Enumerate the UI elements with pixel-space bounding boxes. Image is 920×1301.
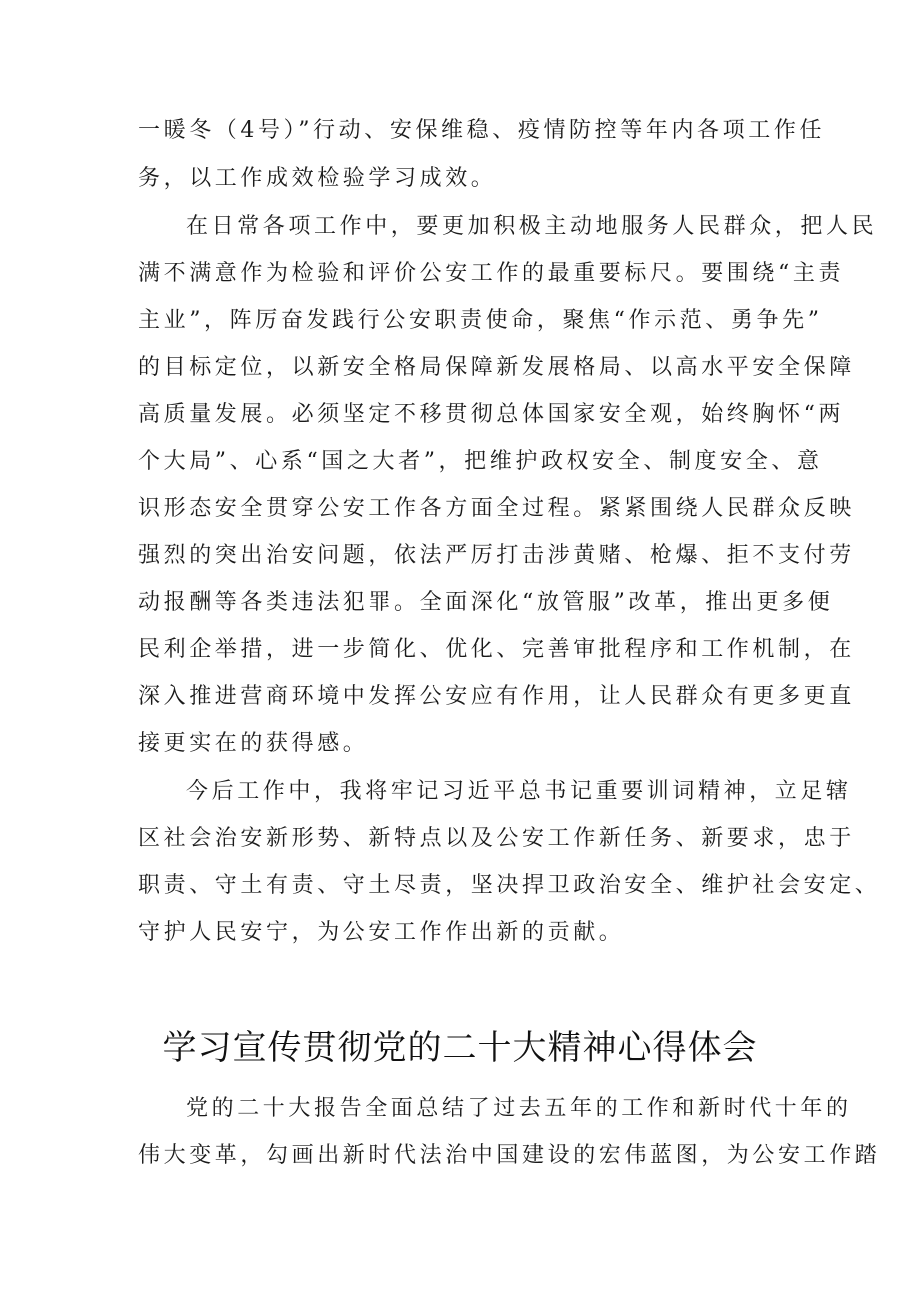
paragraph-3-line-1: 今后工作中，我将牢记习近平总书记重要训词精神，立足辖 [186,779,852,804]
paragraph-2-line-11: 深入推进营商环境中发挥公安应有作用，让人民群众有更多更直 [138,684,855,709]
paragraph-3-line-2: 区社会治安新形势、新特点以及公安工作新任务、新要求，忠于 [138,826,855,851]
paragraph-3-line-4: 守护人民安宁，为公安工作作出新的贡献。 [138,920,625,945]
paragraph-1-line-2: 务，以工作成效检验学习成效。 [138,166,497,191]
paragraph-1-line-1: 一暖冬（4号）”行动、安保维稳、疫情防控等年内各项工作任 [138,118,826,143]
paragraph-2-line-5: 高质量发展。必须坚定不移贯彻总体国家安全观，始终胸怀“两 [138,402,845,427]
paragraph-2-line-7: 识形态安全贯穿公安工作各方面全过程。紧紧围绕人民群众反映 [138,496,855,521]
closing-paragraph-line-2: 伟大变革，勾画出新时代法治中国建设的宏伟蓝图，为公安工作踏 [138,1143,881,1168]
paragraph-2-line-10: 民利企举措，进一步简化、优化、完善审批程序和工作机制，在 [138,637,855,662]
paragraph-3-line-3: 职责、守土有责、守土尽责，坚决捍卫政治安全、维护社会安定、 [138,873,881,898]
paragraph-2-line-3: 主业”，阵厉奋发践行公安职责使命，聚焦“作示范、勇争先” [138,308,823,333]
paragraph-2-line-1: 在日常各项工作中，要更加积极主动地服务人民群众，把人民 [186,214,878,239]
paragraph-2-line-6: 个大局”、心系“国之大者”，把维护政权安全、制度安全、意 [138,449,823,474]
paragraph-2-line-9: 动报酬等各类违法犯罪。全面深化“放管服”改革，推出更多便 [138,590,834,615]
paragraph-2-line-8: 强烈的突出治安问题，依法严厉打击涉黄赌、枪爆、拒不支付劳 [138,543,855,568]
paragraph-2-line-12: 接更实在的获得感。 [138,731,369,756]
paragraph-2-line-2: 满不满意作为检验和评价公安工作的最重要标尺。要围绕“主责 [138,261,845,286]
closing-paragraph-line-1: 党的二十大报告全面总结了过去五年的工作和新时代十年的 [186,1096,852,1121]
paragraph-2-line-4: 的目标定位，以新安全格局保障新发展格局、以高水平安全保障 [138,355,855,380]
article-heading: 学习宣传贯彻党的二十大精神心得体会 [162,1028,758,1068]
